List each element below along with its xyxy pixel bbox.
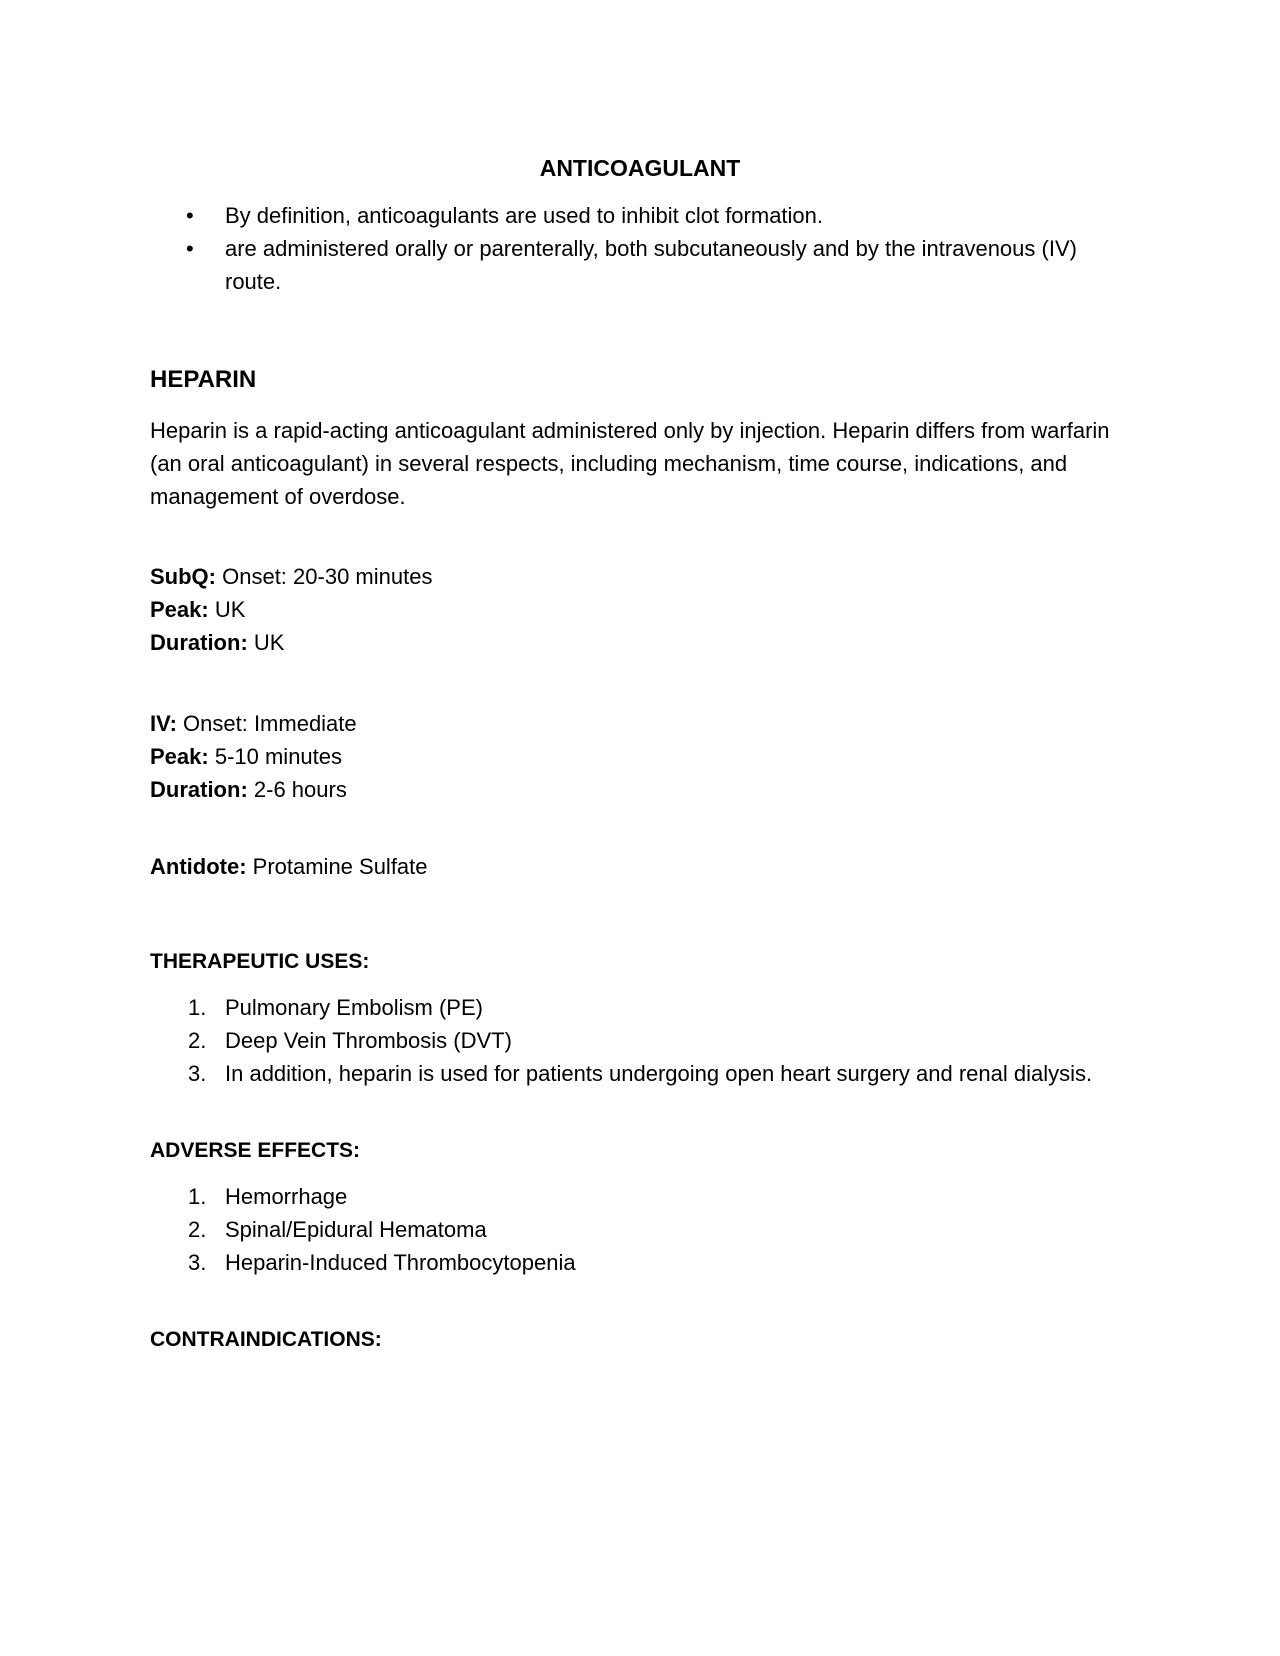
antidote-row: [150, 850, 1130, 883]
list-number: 3.: [188, 1250, 207, 1275]
antidote-value: Protamine Sulfate: [246, 854, 428, 879]
list-item-text: Heparin-Induced Thrombocytopenia: [225, 1250, 576, 1275]
contraindications-heading: CONTRAINDICATIONS:: [150, 1328, 382, 1351]
heparin-description: Heparin is a rapid-acting anticoagulant administered only by injection. Heparin differs from warfarin (an oral anticoagulant) in several respects, including mechanism, time course, indications, and management of overdose.: [150, 418, 1110, 509]
list-item: [150, 199, 1130, 232]
antidote-label: Antidote:: [150, 854, 247, 879]
iv-duration-value: 2-6 hours: [247, 777, 347, 802]
subq-peak-row: [150, 593, 1130, 626]
list-number: 2.: [188, 1028, 207, 1053]
list-number: 1.: [188, 1184, 207, 1209]
iv-onset-value: Onset: Immediate: [176, 711, 357, 736]
intro-bullet-list: [150, 199, 1130, 298]
list-number: 3.: [188, 1061, 207, 1086]
duration-label: Duration:: [150, 630, 248, 655]
subq-onset-value: Onset: 20-30 minutes: [216, 564, 433, 589]
list-item: [150, 1246, 1130, 1279]
list-item-text: Spinal/Epidural Hematoma: [225, 1217, 487, 1242]
subq-onset-row: [150, 560, 1130, 593]
bullet-text: are administered orally or parenterally, both subcutaneously and by the intravenous (IV) route.: [225, 236, 1077, 294]
subq-duration-value: UK: [247, 630, 285, 655]
list-number: 1.: [188, 995, 207, 1020]
subq-pharmacokinetics: [150, 560, 1130, 659]
iv-label: IV:: [150, 711, 177, 736]
subq-peak-value: UK: [208, 597, 246, 622]
subq-duration-row: [150, 626, 1130, 659]
list-item: [150, 1024, 1130, 1057]
peak-label: Peak:: [150, 744, 209, 769]
list-item-text: In addition, heparin is used for patients undergoing open heart surgery and renal dialysis.: [225, 1061, 1093, 1086]
document-content: [150, 150, 1130, 1356]
bullet-icon: •: [186, 236, 194, 261]
iv-pharmacokinetics: [150, 707, 1130, 806]
list-item-text: Deep Vein Thrombosis (DVT): [225, 1028, 512, 1053]
iv-duration-row: [150, 773, 1130, 806]
bullet-text: By definition, anticoagulants are used to inhibit clot formation.: [225, 203, 824, 228]
list-item: [150, 1213, 1130, 1246]
iv-peak-value: 5-10 minutes: [208, 744, 343, 769]
list-number: 2.: [188, 1217, 207, 1242]
therapeutic-uses-heading: THERAPEUTIC USES:: [150, 950, 370, 973]
list-item-text: Hemorrhage: [225, 1184, 348, 1209]
peak-label: Peak:: [150, 597, 209, 622]
duration-label: Duration:: [150, 777, 248, 802]
list-item-text: Pulmonary Embolism (PE): [225, 995, 483, 1020]
list-item: [150, 232, 1130, 298]
adverse-effects-list: [150, 1180, 1130, 1279]
iv-onset-row: [150, 707, 1130, 740]
list-item: [150, 991, 1130, 1024]
subq-label: SubQ:: [150, 564, 216, 589]
heparin-heading: HEPARIN: [150, 366, 257, 393]
iv-peak-row: [150, 740, 1130, 773]
list-item: [150, 1180, 1130, 1213]
bullet-icon: •: [186, 203, 194, 228]
therapeutic-uses-list: [150, 991, 1130, 1090]
adverse-effects-heading: ADVERSE EFFECTS:: [150, 1139, 361, 1162]
list-item: [150, 1057, 1130, 1090]
document-title: ANTICOAGULANT: [539, 155, 741, 181]
